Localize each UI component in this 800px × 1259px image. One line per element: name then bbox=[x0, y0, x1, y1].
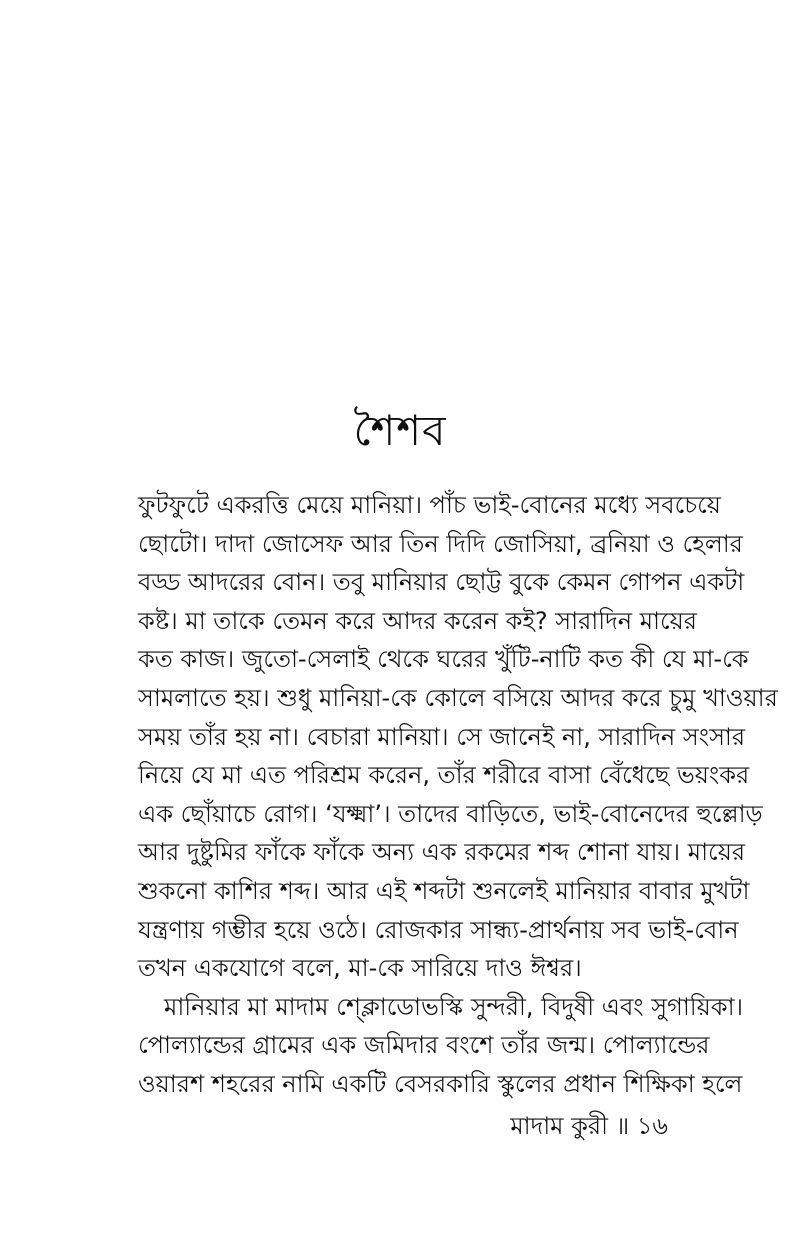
text-line: যন্ত্রণায় গম্ভীর হয়ে ওঠে। রোজকার সান্ধ্য-প্রার্থনায় সব ভাই-বোন bbox=[138, 915, 739, 944]
text-line: নিয়ে যে মা এত পরিশ্রম করেন, তাঁর শরীরে বাসা বেঁধেছে ভয়ংকর bbox=[138, 761, 750, 790]
text-line: ওয়ারশ শহরের নামি একটি বেসরকারি স্কুলের প্রধান শিক্ষিকা হলে bbox=[138, 1069, 743, 1098]
text-line: ফুটফুটে একরত্তি মেয়ে মানিয়া। পাঁচ ভাই-বোনের মধ্যে সবচেয়ে bbox=[138, 491, 721, 519]
text-line: সামলাতে হয়। শুধু মানিয়া-কে কোলে বসিয়ে আদর করে চুমু খাওয়ার bbox=[138, 683, 778, 712]
text-line: ছোটো। দাদা জোসেফ আর তিন দিদি জোসিয়া, ব্রনিয়া ও হেলার bbox=[138, 529, 743, 558]
text-line: এক ছোঁয়াচে রোগ। ‘যক্ষ্মা’। তাদের বাড়িতে, ভাই-বোনেদের হুল্লোড় bbox=[138, 799, 763, 828]
text-line: বড্ড আদরের বোন। তবু মানিয়ার ছোট্ট বুকে কেমন গোপন একটা bbox=[138, 568, 745, 597]
text-line: তখন একযোগে বলে, মা-কে সারিয়ে দাও ঈশ্বর। bbox=[138, 954, 582, 983]
running-footer: মাদাম কুরী ॥ ১৬ bbox=[510, 1112, 668, 1140]
chapter-title: শৈশব bbox=[353, 406, 447, 455]
text-line: শুকনো কাশির শব্দ। আর এই শব্দটা শুনলেই মানিয়ার বাবার মুখটা bbox=[138, 876, 750, 905]
text-line: কত কাজ। জুতো-সেলাই থেকে ঘরের খুঁটি-নাটি কত কী যে মা-কে bbox=[138, 645, 749, 674]
text-line: আর দুষ্টুমির ফাঁকে ফাঁকে অন্য এক রকমের শব্দ শোনা যায়। মায়ের bbox=[138, 838, 746, 867]
body-text bbox=[138, 486, 778, 1104]
text-line: পোল্যান্ডের গ্রামের এক জমিদার বংশে তাঁর জন্ম। পোল্যান্ডের bbox=[138, 1031, 710, 1060]
text-line: সময় তাঁর হয় না। বেচারা মানিয়া। সে জানেই না, সারাদিন সংসার bbox=[138, 722, 746, 751]
text-line: কষ্ট। মা তাকে তেমন করে আদর করেন কই? সারাদিন মায়ের bbox=[138, 606, 697, 635]
paragraph-first-line: মানিয়ার মা মাদাম শ্ক্লোডোভস্কি সুন্দরী, বিদুষী এবং সুগায়িকা। bbox=[164, 992, 744, 1021]
